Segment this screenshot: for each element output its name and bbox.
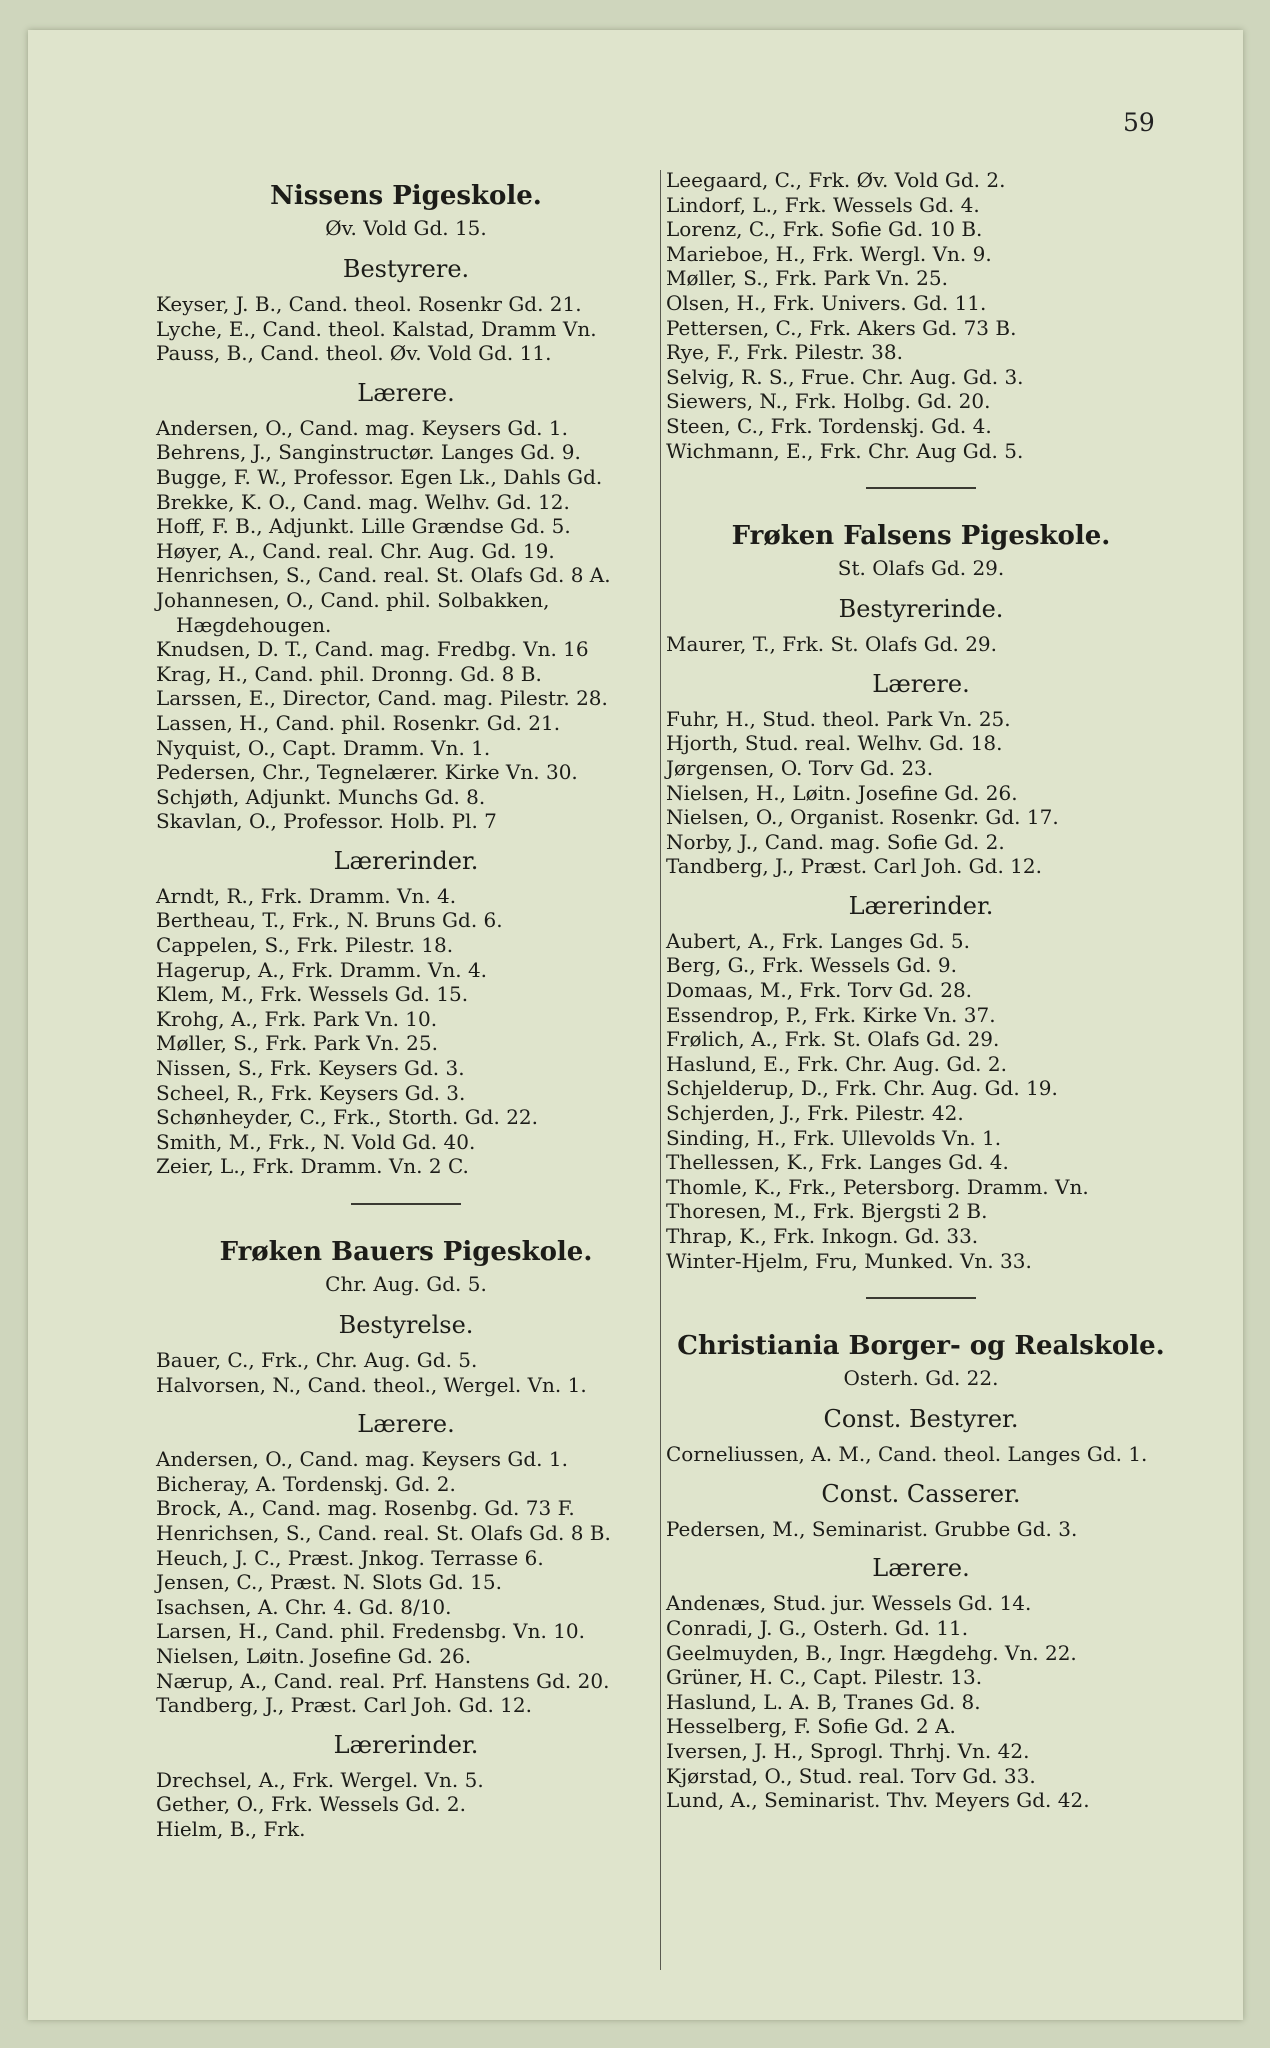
directory-entry: Andersen, O., Cand. mag. Keysers Gd. 1.: [156, 415, 568, 440]
directory-entry: Nissen, S., Frk. Keysers Gd. 3.: [156, 1056, 465, 1081]
directory-entry: Lindorf, L., Frk. Wessels Gd. 4.: [666, 192, 980, 217]
directory-entry: Skavlan, O., Professor. Holb. Pl. 7: [156, 809, 497, 834]
directory-entry: Møller, S., Frk. Park Vn. 25.: [156, 1031, 438, 1056]
directory-entry: Knudsen, D. T., Cand. mag. Fredbg. Vn. 16: [156, 637, 589, 662]
directory-entry: Iversen, J. H., Sprogl. Thrhj. Vn. 42.: [666, 1738, 1030, 1763]
directory-entry: Bicheray, A. Tordenskj. Gd. 2.: [156, 1471, 456, 1496]
directory-entry: Pedersen, Chr., Tegnelærer. Kirke Vn. 30.: [156, 760, 578, 785]
directory-entry: Conradi, J. G., Osterh. Gd. 11.: [666, 1615, 969, 1640]
page-number: 59: [1123, 108, 1155, 137]
directory-entry: Thrap, K., Frk. Inkogn. Gd. 33.: [666, 1224, 979, 1248]
directory-entry: Wichmann, E., Frk. Chr. Aug Gd. 5.: [666, 438, 1024, 463]
directory-entry: Thomle, K., Frk., Petersborg. Dramm. Vn.: [666, 1174, 1089, 1199]
section-heading: Lærere.: [872, 669, 970, 698]
school-address: Øv. Vold Gd. 15.: [325, 216, 487, 240]
directory-entry: Krag, H., Cand. phil. Dronng. Gd. 8 B.: [156, 661, 542, 686]
directory-entry: Tandberg, J., Præst. Carl Joh. Gd. 12.: [156, 1693, 532, 1718]
directory-entry: Henrichsen, S., Cand. real. St. Olafs Gd. 8 A.: [156, 563, 611, 588]
directory-entry: Lorenz, C., Frk. Sofie Gd. 10 B.: [666, 217, 983, 242]
directory-entry: Bertheau, T., Frk., N. Bruns Gd. 6.: [156, 908, 503, 933]
directory-entry: Lund, A., Seminarist. Thv. Meyers Gd. 42.: [666, 1788, 1090, 1813]
directory-entry: Henrichsen, S., Cand. real. St. Olafs Gd. 8 B.: [156, 1520, 611, 1545]
directory-entry: Cappelen, S., Frk. Pilestr. 18.: [156, 933, 454, 958]
right-column: [666, 168, 1176, 1813]
directory-entry: Arndt, R., Frk. Dramm. Vn. 4.: [156, 883, 457, 908]
directory-entry: Hjorth, Stud. real. Welhv. Gd. 18.: [666, 731, 1003, 756]
school-title: Christiania Borger- og Realskole.: [677, 1331, 1165, 1362]
directory-entry: Heuch, J. C., Præst. Jnkog. Terrasse 6.: [156, 1545, 544, 1570]
directory-entry: Berg, G., Frk. Wessels Gd. 9.: [666, 953, 957, 978]
directory-entry: Schjerden, J., Frk. Pilestr. 42.: [666, 1101, 964, 1126]
section-heading: Lærerinder.: [333, 846, 479, 875]
directory-entry: Lyche, E., Cand. theol. Kalstad, Dramm Vn.: [156, 316, 597, 341]
directory-entry: Geelmuyden, B., Ingr. Hægdehg. Vn. 22.: [666, 1640, 1077, 1665]
directory-entry: Rye, F., Frk. Pilestr. 38.: [666, 340, 903, 365]
directory-entry: Hagerup, A., Frk. Dramm. Vn. 4.: [156, 957, 488, 982]
directory-entry: Siewers, N., Frk. Holbg. Gd. 20.: [666, 389, 991, 414]
directory-entry: Grüner, H. C., Capt. Pilestr. 13.: [666, 1665, 983, 1690]
directory-entry: Olsen, H., Frk. Univers. Gd. 11.: [666, 290, 987, 315]
directory-entry: Bugge, F. W., Professor. Egen Lk., Dahls Gd.: [156, 464, 603, 489]
section-heading: Lærerinder.: [333, 1730, 479, 1759]
directory-entry: Brekke, K. O., Cand. mag. Welhv. Gd. 12.: [156, 489, 570, 514]
directory-entry: Halvorsen, N., Cand. theol., Wergel. Vn. 1.: [156, 1372, 587, 1397]
section-heading: Lærere.: [357, 378, 455, 407]
section-heading: Bestyrelse.: [338, 1311, 474, 1339]
section-divider: [866, 1297, 976, 1299]
directory-entry: Steen, C., Frk. Tordenskj. Gd. 4.: [666, 413, 992, 438]
section-heading: Const. Bestyrer.: [823, 1405, 1019, 1434]
directory-entry: Haslund, E., Frk. Chr. Aug. Gd. 2.: [666, 1051, 1007, 1076]
section-heading: Bestyrerinde.: [838, 595, 1004, 624]
directory-entry: Behrens, J., Sanginstructør. Langes Gd. 9.: [156, 440, 581, 465]
directory-entry: Lassen, H., Cand. phil. Rosenkr. Gd. 21.: [156, 710, 561, 735]
directory-entry: Høyer, A., Cand. real. Chr. Aug. Gd. 19.: [156, 538, 555, 563]
directory-entry: Norby, J., Cand. mag. Sofie Gd. 2.: [666, 829, 1005, 854]
section-heading: Bestyrere.: [342, 255, 470, 283]
directory-entry: Isachsen, A. Chr. 4. Gd. 8/10.: [156, 1594, 452, 1619]
directory-entry: Leegaard, C., Frk. Øv. Vold Gd. 2.: [666, 168, 1006, 192]
directory-entry: Aubert, A., Frk. Langes Gd. 5.: [666, 928, 970, 953]
directory-entry: Schjelderup, D., Frk. Chr. Aug. Gd. 19.: [666, 1076, 1058, 1101]
school-title: Frøken Bauers Pigeskole.: [219, 1237, 593, 1267]
directory-entry: Larsen, H., Cand. phil. Fredensbg. Vn. 10.: [156, 1619, 586, 1644]
directory-entry: Andenæs, Stud. jur. Wessels Gd. 14.: [666, 1591, 1032, 1616]
directory-entry: Drechsel, A., Frk. Wergel. Vn. 5.: [156, 1767, 484, 1792]
school-title: Nissens Pigeskole.: [270, 181, 542, 211]
directory-entry: Schønheyder, C., Frk., Storth. Gd. 22.: [156, 1105, 539, 1130]
directory-entry: Tandberg, J., Præst. Carl Joh. Gd. 12.: [666, 854, 1042, 879]
directory-entry: Brock, A., Cand. mag. Rosenbg. Gd. 73 F.: [156, 1496, 575, 1521]
directory-entry: Pedersen, M., Seminarist. Grubbe Gd. 3.: [666, 1516, 1078, 1541]
directory-entry: Pettersen, C., Frk. Akers Gd. 73 B.: [666, 315, 1017, 340]
directory-entry: Klem, M., Frk. Wessels Gd. 15.: [156, 982, 469, 1007]
section-heading: Const. Casserer.: [821, 1479, 1021, 1508]
directory-entry: Gether, O., Frk. Wessels Gd. 2.: [156, 1792, 466, 1817]
directory-entry: Maurer, T., Frk. St. Olafs Gd. 29.: [666, 632, 997, 657]
directory-entry: Larssen, E., Director, Cand. mag. Pilestr. 28.: [156, 686, 608, 711]
directory-entry: Nielsen, Løitn. Josefine Gd. 26.: [156, 1643, 472, 1668]
directory-entry: Haslund, L. A. B, Tranes Gd. 8.: [666, 1689, 981, 1714]
directory-entry: Nielsen, H., Løitn. Josefine Gd. 26.: [666, 780, 1018, 805]
directory-entry: Selvig, R. S., Frue. Chr. Aug. Gd. 3.: [666, 364, 1024, 389]
directory-entry: Nielsen, O., Organist. Rosenkr. Gd. 17.: [666, 805, 1059, 830]
directory-entry: Sinding, H., Frk. Ullevolds Vn. 1.: [666, 1125, 1002, 1150]
school-title: Frøken Falsens Pigeskole.: [731, 521, 1111, 552]
directory-entry: Hoff, F. B., Adjunkt. Lille Grændse Gd. 5.: [156, 514, 571, 539]
directory-entry: Kjørstad, O., Stud. real. Torv Gd. 33.: [666, 1763, 1036, 1788]
school-address: Osterh. Gd. 22.: [843, 1366, 999, 1391]
directory-entry: Hesselberg, F. Sofie Gd. 2 A.: [666, 1714, 956, 1739]
directory-entry: Jørgensen, O. Torv Gd. 23.: [666, 755, 934, 780]
directory-entry: Andersen, O., Cand. mag. Keysers Gd. 1.: [156, 1447, 568, 1472]
school-address: St. Olafs Gd. 29.: [837, 556, 1005, 581]
directory-entry: Nyquist, O., Capt. Dramm. Vn. 1.: [156, 735, 491, 760]
directory-entry: Winter-Hjelm, Fru, Munked. Vn. 33.: [666, 1248, 1032, 1273]
section-heading: Lærere.: [872, 1554, 970, 1583]
directory-page: [28, 30, 1243, 2020]
left-column: [156, 175, 656, 1842]
directory-entry: Keyser, J. B., Cand. theol. Rosenkr Gd. 21.: [156, 292, 582, 316]
directory-entry: Fuhr, H., Stud. theol. Park Vn. 25.: [666, 706, 1011, 731]
directory-entry: Essendrop, P., Frk. Kirke Vn. 37.: [666, 1002, 996, 1027]
directory-entry: Thoresen, M., Frk. Bjergsti 2 B.: [666, 1199, 988, 1224]
directory-entry: Smith, M., Frk., N. Vold Gd. 40.: [156, 1129, 476, 1154]
directory-entry: Møller, S., Frk. Park Vn. 25.: [666, 266, 948, 291]
directory-entry: Jensen, C., Præst. N. Slots Gd. 15.: [156, 1570, 502, 1595]
directory-entry: Corneliussen, A. M., Cand. theol. Langes Gd. 1.: [666, 1442, 1148, 1467]
directory-entry: Domaas, M., Frk. Torv Gd. 28.: [666, 978, 973, 1003]
directory-entry: Krohg, A., Frk. Park Vn. 10.: [156, 1006, 438, 1031]
section-heading: Lærere.: [357, 1410, 455, 1439]
directory-entry: Marieboe, H., Frk. Wergl. Vn. 9.: [666, 241, 992, 266]
directory-entry: Thellessen, K., Frk. Langes Gd. 4.: [666, 1150, 1009, 1175]
directory-entry: Nærup, A., Cand. real. Prf. Hanstens Gd. 20.: [156, 1668, 610, 1693]
section-divider: [351, 1203, 461, 1205]
directory-entry: Bauer, C., Frk., Chr. Aug. Gd. 5.: [156, 1348, 478, 1372]
section-divider: [866, 487, 976, 489]
directory-entry: Johannesen, O., Cand. phil. Solbakken, Hægdehougen.: [156, 587, 550, 637]
directory-entry: Frølich, A., Frk. St. Olafs Gd. 29.: [666, 1027, 1000, 1052]
directory-entry: Hielm, B., Frk.: [156, 1816, 306, 1841]
school-address: Chr. Aug. Gd. 5.: [325, 1272, 487, 1296]
directory-entry: Schjøth, Adjunkt. Munchs Gd. 8.: [156, 784, 486, 809]
directory-entry: Zeier, L., Frk. Dramm. Vn. 2 C.: [156, 1154, 469, 1179]
directory-entry: Scheel, R., Frk. Keysers Gd. 3.: [156, 1080, 466, 1105]
section-heading: Lærerinder.: [848, 891, 994, 920]
directory-entry: Pauss, B., Cand. theol. Øv. Vold Gd. 11.: [156, 341, 552, 366]
column-divider-line: [660, 170, 661, 1970]
